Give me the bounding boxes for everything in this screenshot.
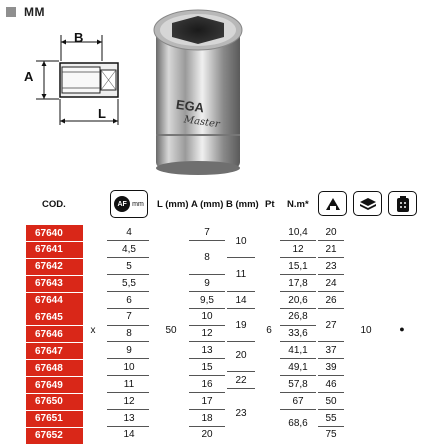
l-value: 50 [165,325,177,336]
b-value: 11 [235,269,247,280]
a-value: 17 [201,396,213,407]
nm-value: 20,6 [288,295,308,306]
b-value: 19 [235,320,247,331]
code-cell: 67648 [26,360,83,376]
row-divider [318,358,344,359]
row-divider [280,375,316,376]
b-value: 10 [235,236,247,247]
row-divider [227,388,255,389]
extra-value: 26 [325,295,337,306]
row-divider [318,392,344,393]
extra-value: 55 [325,413,337,424]
code-cell: 67645 [26,309,83,325]
row-divider [227,308,255,309]
af-value: 11 [123,379,135,390]
column-header-a: A (mm) [191,199,224,210]
nm-value: 49,1 [288,362,308,373]
row-divider [189,358,225,359]
row-divider [107,257,149,258]
row-divider [318,426,344,427]
row-divider [318,308,344,309]
row-divider [189,308,225,309]
a-value: 13 [201,345,213,356]
a-value: 18 [201,413,213,424]
header-square-icon [6,7,16,17]
nm-value: 41,1 [288,345,308,356]
row-divider [107,274,149,275]
code-cell: 67649 [26,377,83,393]
row-divider [189,291,225,292]
row-divider [189,325,225,326]
af-value: 5 [126,261,132,272]
af-value: 10 [123,362,135,373]
row-divider [280,325,316,326]
row-divider [107,426,149,427]
af-unit: mm [132,200,144,208]
row-divider [107,341,149,342]
row-divider [318,274,344,275]
a-value: 7 [204,227,210,238]
row-divider [227,341,255,342]
b-value: 14 [235,295,247,306]
row-divider [318,257,344,258]
b-value: 22 [235,375,247,386]
row-divider [107,240,149,241]
row-divider [280,291,316,292]
extra-value: 21 [325,244,337,255]
code-cell: 67643 [26,276,83,292]
extra-value: 46 [325,379,337,390]
row-divider [189,409,225,410]
brand-text: EGA [175,96,206,116]
nm-value: 26,8 [288,311,308,322]
extra-value: 39 [325,362,337,373]
af-value: 7 [126,311,132,322]
column-header-cod: COD. [42,199,66,210]
row-divider [318,240,344,241]
page-title: MM [24,5,45,19]
b-value: 20 [235,350,247,361]
code-cell: 67644 [26,293,83,309]
socket-product-image [146,6,250,176]
af-value: 8 [126,328,132,339]
nm-value: 10,4 [288,227,308,238]
column-header-l: L (mm) [157,199,189,210]
pt-value: 6 [266,325,272,336]
row-divider [227,371,255,372]
dimension-b-label: B [74,30,84,45]
row-divider [107,291,149,292]
row-divider [280,240,316,241]
row-divider [280,392,316,393]
row-divider [318,409,344,410]
af-value: 6 [126,295,132,306]
dimension-l-label: L [98,106,106,121]
extra-value: 24 [325,278,337,289]
row-divider [189,240,225,241]
af-value: 4,5 [122,244,136,255]
af-value: 9 [126,345,132,356]
code-cell: 67647 [26,343,83,359]
af-badge: AF [114,196,130,212]
extra-value: 27 [325,320,337,331]
box-value: 10 [360,325,372,336]
code-cell: 67652 [26,428,83,444]
code-cell: 67646 [26,326,83,342]
row-divider [318,341,344,342]
af-value: 14 [123,429,135,440]
row-divider [189,341,225,342]
column-header-nm: N.m* [287,199,309,210]
availability-dot: ● [399,324,405,334]
extra-value: 50 [325,396,337,407]
row-divider [280,274,316,275]
row-divider [227,257,255,258]
a-value: 9,5 [200,295,214,306]
row-divider [318,291,344,292]
row-divider [107,392,149,393]
extra-value: 20 [325,227,337,238]
row-divider [189,375,225,376]
row-divider [107,308,149,309]
extra-value: 37 [325,345,337,356]
row-divider [227,291,255,292]
row-divider [318,375,344,376]
row-divider [280,358,316,359]
a-value: 10 [201,311,213,322]
af-value: 4 [126,227,132,238]
row-divider [280,341,316,342]
row-divider [189,392,225,393]
code-cell: 67650 [26,394,83,410]
a-value: 16 [201,379,213,390]
nm-value: 57,8 [288,379,308,390]
x-mark: x [90,325,96,336]
nm-value: 12 [292,244,304,255]
nm-value: 33,6 [288,328,308,339]
nm-value: 15,1 [288,261,308,272]
af-value: 13 [123,413,135,424]
dimension-a-label: A [24,69,34,84]
code-cell: 67651 [26,411,83,427]
extra-value: 75 [325,429,337,440]
af-value: 5,5 [122,278,136,289]
a-value: 12 [201,328,213,339]
box-quantity-icon [318,191,347,216]
row-divider [107,358,149,359]
a-value: 15 [201,362,213,373]
row-divider [107,375,149,376]
row-divider [280,257,316,258]
nm-value: 17,8 [288,278,308,289]
code-cell: 67640 [26,225,83,241]
extra-value: 23 [325,261,337,272]
column-header-b: B (mm) [226,199,259,210]
case-icon [388,191,417,216]
row-divider [189,274,225,275]
code-cell: 67642 [26,259,83,275]
codes-column [26,225,83,445]
column-header-pt: Pt [265,199,275,210]
nm-value: 67 [292,396,304,407]
nm-value: 68,6 [288,418,308,429]
row-divider [280,308,316,309]
a-value: 20 [201,429,213,440]
af-value: 12 [123,396,135,407]
b-value: 23 [235,408,247,419]
row-divider [189,426,225,427]
a-value: 8 [204,252,210,263]
row-divider [107,409,149,410]
af-size-icon [110,190,148,218]
package-icon [353,191,382,216]
brand-script: Master [183,114,221,131]
code-cell: 67641 [26,242,83,258]
row-divider [280,409,316,410]
a-value: 9 [204,278,210,289]
row-divider [107,325,149,326]
